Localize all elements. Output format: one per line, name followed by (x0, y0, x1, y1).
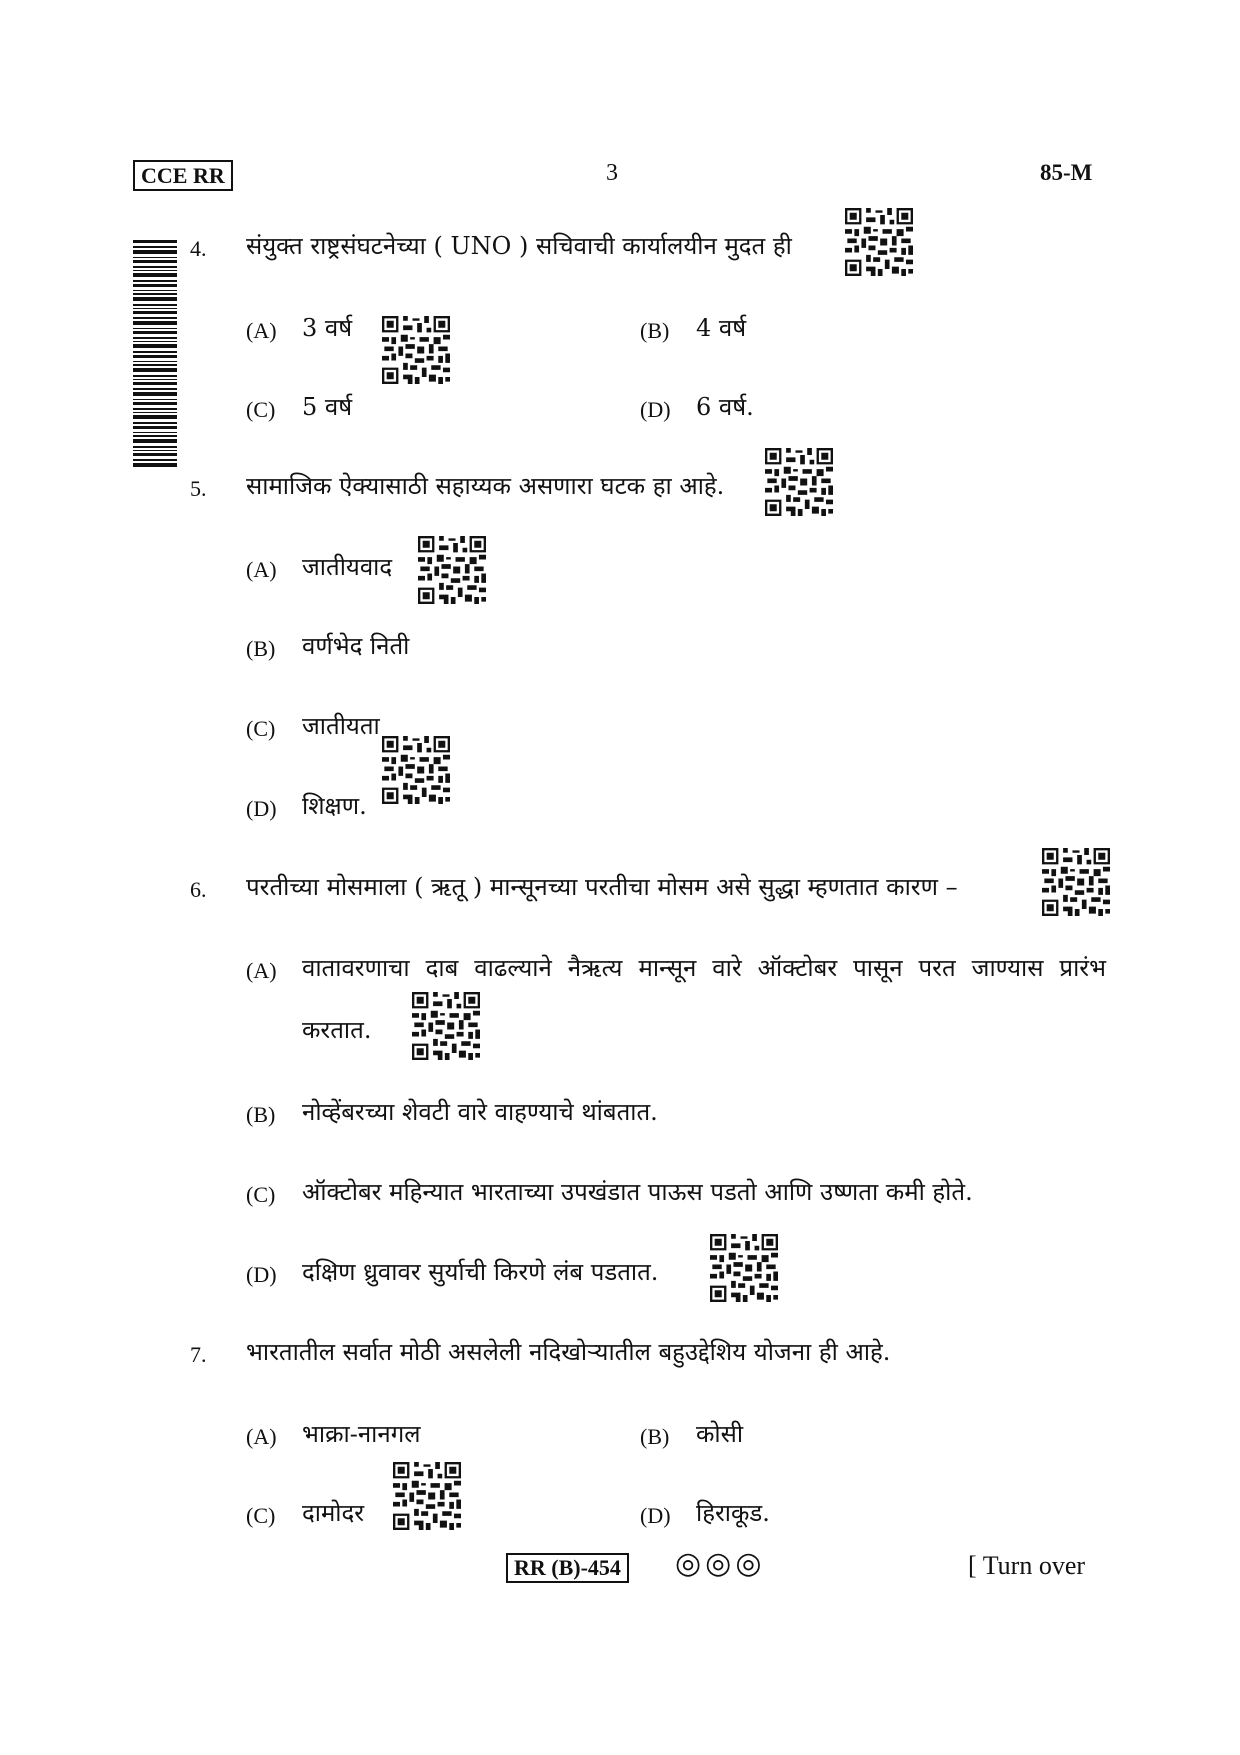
qr-code-icon (765, 448, 833, 516)
q5-option-d-label: (D) (246, 796, 277, 821)
question-6-text: परतीच्या मोसमाला ( ऋतू ) मान्सूनच्या परतीचा मोसम असे सुद्धा म्हणतात कारण – (246, 873, 958, 901)
q5-option-b-label: (B) (246, 636, 276, 661)
q7-option-a-label: (A) (246, 1424, 277, 1449)
q5-option-c-label: (C) (246, 716, 276, 741)
q4-option-c-text: 5 वर्ष (302, 393, 353, 421)
qr-code-icon (382, 316, 450, 384)
question-4-number: 4. (190, 236, 207, 261)
q5-option-c-text: जातीयता (302, 712, 380, 740)
header-left-code: CCE RR (133, 160, 233, 191)
q6-option-b-label: (B) (246, 1102, 276, 1127)
q6-option-a-label: (A) (246, 958, 277, 983)
q7-option-c-text: दामोदर (302, 1499, 365, 1527)
qr-code-icon (1042, 848, 1110, 916)
question-4-text: संयुक्त राष्ट्रसंघटनेच्या ( UNO ) सचिवाची कार्यालयीन मुदत ही (246, 232, 792, 260)
qr-code-icon (382, 736, 450, 804)
q6-option-b-text: नोव्हेंबरच्या शेवटी वारे वाहण्याचे थांबतात. (302, 1098, 658, 1126)
q5-option-b-text: वर्णभेद निती (302, 632, 410, 660)
q6-option-d-text: दक्षिण ध्रुवावर सुर्याची किरणे लंब पडतात. (302, 1258, 659, 1286)
q4-option-a-text: 3 वर्ष (302, 314, 353, 342)
q4-option-d-label: (D) (640, 397, 671, 422)
q6-option-c-label: (C) (246, 1182, 276, 1207)
qr-code-icon (412, 992, 480, 1060)
q6-option-c-text: ऑक्टोबर महिन्यात भारताच्या उपखंडात पाऊस पडतो आणि उष्णता कमी होते. (302, 1178, 973, 1206)
q4-option-b-text: 4 वर्ष (696, 314, 747, 342)
q6-option-a-text-line2: करतात. (302, 1016, 372, 1044)
q7-option-b-label: (B) (640, 1424, 670, 1449)
q7-option-d-label: (D) (640, 1503, 671, 1528)
q4-option-c-label: (C) (246, 397, 276, 422)
question-7-text: भारतातील सर्वात मोठी असलेली नदिखोऱ्यातील बहुउद्देशिय योजना ही आहे. (246, 1338, 891, 1366)
footer-symbols: ◎◎◎ (675, 1546, 766, 1581)
q4-option-a-label: (A) (246, 318, 277, 343)
q5-option-a-label: (A) (246, 557, 277, 582)
q7-option-c-label: (C) (246, 1503, 276, 1528)
page-number: 3 (606, 160, 618, 186)
q5-option-a-text: जातीयवाद (302, 553, 393, 581)
qr-code-icon (710, 1234, 778, 1302)
q7-option-d-text: हिराकूड. (696, 1499, 770, 1527)
question-7-number: 7. (190, 1342, 207, 1367)
barcode-icon (133, 240, 177, 470)
q7-option-b-text: कोसी (696, 1420, 744, 1448)
question-5-text: सामाजिक ऐक्यासाठी सहाय्यक असणारा घटक हा आहे. (246, 472, 725, 500)
question-5-number: 5. (190, 476, 207, 501)
q6-option-d-label: (D) (246, 1262, 277, 1287)
qr-code-icon (845, 208, 913, 276)
q5-option-d-text: शिक्षण. (302, 792, 367, 820)
header-right-code: 85-M (1040, 160, 1093, 185)
q7-option-a-text: भाक्रा-नानगल (302, 1420, 421, 1448)
turn-over-label: [ Turn over (968, 1551, 1086, 1580)
qr-code-icon (393, 1462, 461, 1530)
q6-option-a-text-line1: वातावरणाचा दाब वाढल्याने नैऋत्य मान्सून वारे ऑक्टोबर पासून परत जाण्यास प्रारंभ (302, 954, 1106, 982)
question-6-number: 6. (190, 877, 207, 902)
q4-option-b-label: (B) (640, 318, 670, 343)
footer-code: RR (B)-454 (506, 1553, 629, 1583)
q4-option-d-text: 6 वर्ष. (696, 393, 754, 421)
qr-code-icon (418, 536, 486, 604)
